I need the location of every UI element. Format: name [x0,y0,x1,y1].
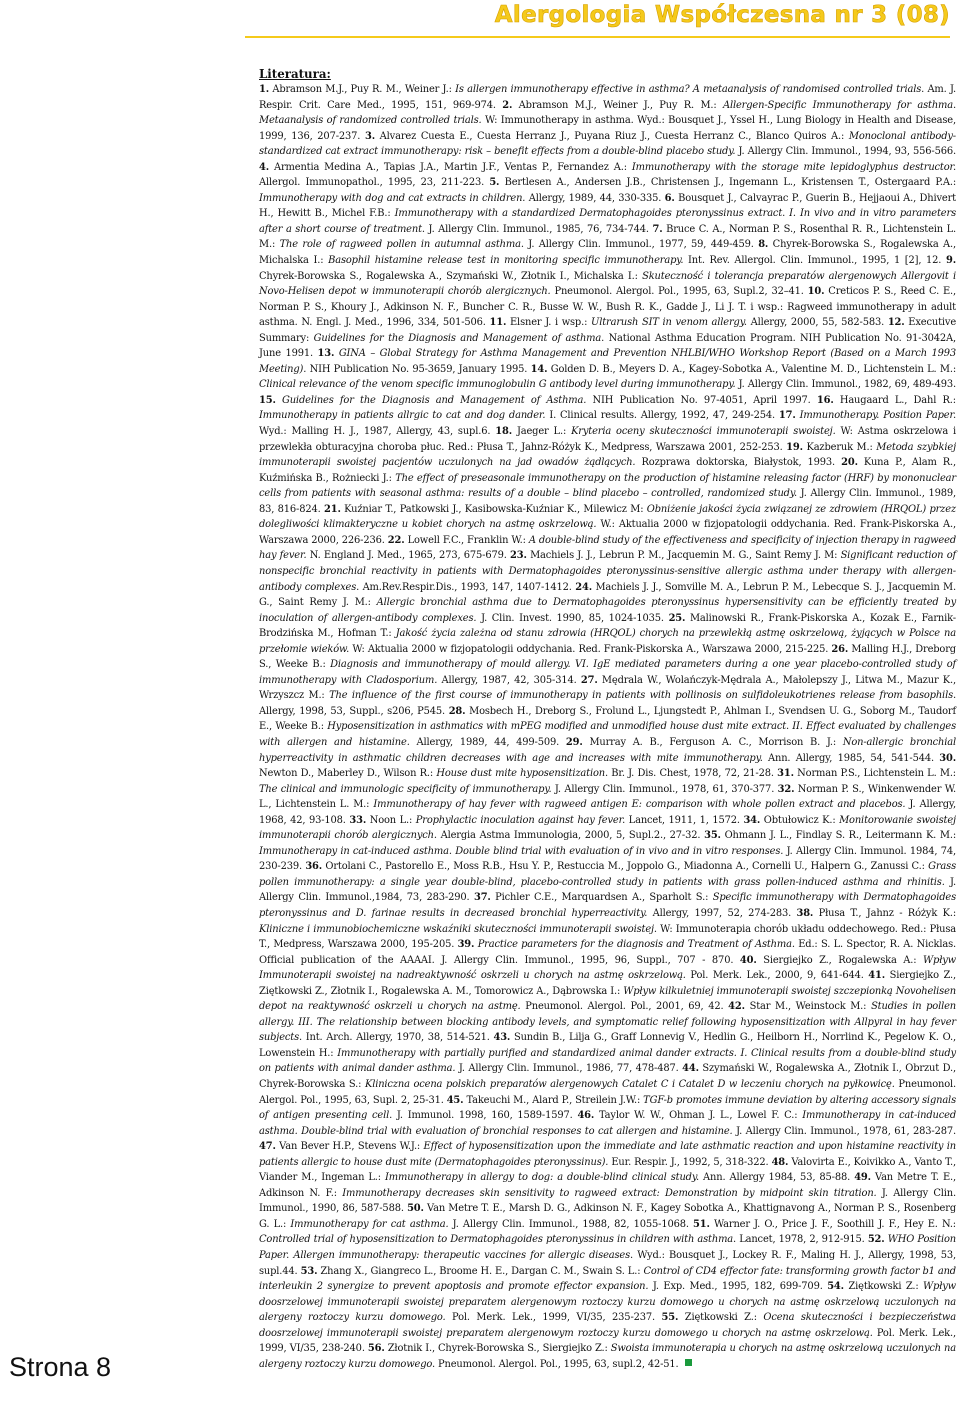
reference-number: 12. [887,317,905,329]
reference-source: Lancet, 1911, 1, 1572. [625,814,744,826]
reference-title: Kliniczna ocena polskich preparatów alergenowych Catalet C i Catalet D w leczeniu chorych na pyłkowicę. [364,1079,895,1090]
reference-source: W: Immunoterapia chorób układu oddechowego. Red.: Płusa T., Medpress, Warszawa 2000, 195-205. [259,923,956,951]
reference-source: National Asthma Education Program. NIH Publication No. 91-3042A, June 1991. [259,332,956,360]
reference-title: Immunotherapy in cat-induced asthma. Double-blind trial with evaluation of bronchial responses to cat allergen and histamine. [259,1110,956,1137]
reference-number: 46. [577,1110,595,1122]
reference-source: W.: Aktualia 2000 w fizjopatologii oddychania. Red. Frank-Piskorska A., Warszawa 2000, 226-236. [259,519,956,546]
reference-source: J. Allergy Clin. Immunol., 1978, 61, 283-287. [732,1125,956,1137]
reference-title: Hyposensitization in asthmatics with mPEG modified and unmodified house dust mite extract. II. Effect evaluated by challenges with allergen and histamine. [259,721,956,748]
reference-source: J. Allergy Clin. Immunol. 1984, 74, 230-239. [259,845,956,873]
reference-source: J. Allergy, 1968, 42, 93-108. [259,799,957,826]
reference-authors: Złotnik I., Chyrek-Borowska S., Siergiejko Z.: [384,1343,611,1355]
reference-title: Diagnosis and immunotherapy of mould allergy. VI. IgE mediated parameters during a one year placebo-controlled study of immunotherapy with Cladosporium. [259,659,956,686]
reference-authors: Bruce C. A., Norman P. S., Rosenthal R. R., Lichtenstein L. M.: [259,223,956,251]
reference-source: J. Allergy Clin. Immunol., 1986, 77, 478-487. [455,1063,683,1075]
reference-title: Ocena skuteczności i bezpieczeństwa doosrzelowej immunoterapii swoistej preparatem alergenowym roztoczy kurzu domowego u chorych na astmę oskrzelową. [259,1312,956,1339]
reference-title: Allergen-Specific Immunotherapy for asthma. Metaanalysis of randomized controlled trials. [259,99,956,127]
reference-number: 50. [407,1203,424,1215]
reference-title: Metoda szybkiej immunoterapii swoistej pacjentów uczulonych na jad owadów żądlących. [259,441,956,469]
reference-authors: Malinowski R., Frank-Piskorska A., Kozak E., Farnik-Brodzińska M., Hofman T.: [259,612,956,640]
reference-authors: Chyrek-Borowska S., Rogalewska A., Szymański W., Złotnik I., Michalska I.: [259,270,643,282]
reference-title: House dust mite hyposensitization. [436,768,608,780]
reference-authors: Mosbech H., Dreborg S., Frolund L., Ljungstedt P., Ahlman I., Svendsen U. G., Soborg M., Taudorf E., Weeke B.: [259,705,956,733]
reference-number: 35. [704,830,721,842]
reference-authors: Jaeger L.: [512,426,572,438]
reference-source: Am.Rev.Respir.Dis., 1993, 147, 1407-1412. [359,581,576,593]
reference-source: Allergy, 1987, 42, 305-314. [437,674,581,686]
reference-title: Prophylactic inoculation against hay fever. [415,814,626,826]
reference-source: J. Exp. Med., 1995, 182, 699-709. [648,1281,828,1293]
reference-number: 42. [728,1001,745,1013]
reference-number: 33. [349,814,367,826]
reference-authors: Bousquet J., Calvayrac P., Guerin B., Hejjaoui A., Dhivert H., Hewitt B., Michel F.B.: [259,192,956,220]
reference-number: 56. [367,1343,385,1355]
reference-title: Guidelines for the Diagnosis and Management of Asthma. [281,394,587,406]
reference-authors: Szymański W., Rogalewska A., Złotnik I., Obrzut D., Chyrek-Borowska S.: [259,1063,956,1090]
reference-source: Allergol. Immunopathol., 1995, 23, 211-223. [259,177,490,189]
reference-number: 30. [939,752,956,764]
reference-authors: Van Bever H.P., Stevens W.J.: [275,1141,424,1153]
reference-source: Eur. Respir. J., 1992, 5, 318-322. [608,1156,772,1168]
reference-source: J. Clin. Invest. 1990, 85, 1024-1035. [476,612,669,624]
reference-source: Pneumonol. Alergol. Pol., 2001, 69, 42. [520,1001,729,1013]
reference-source: J. Immunol. 1998, 160, 1589-1597. [392,1110,578,1122]
reference-title: Kliniczne i immunobiochemiczne wskaźniki skuteczności immunoterapii swoistej. [259,923,657,935]
reference-title: Clinical relevance of the venom specific immunoglobulin G antibody level during immunotherapy. [259,379,736,391]
reference-number: 13. [317,348,335,360]
reference-number: 24. [575,581,592,593]
reference-source: Ed.: S. L. Spector, R. A. Nicklas. Official publication of the AAAAI. J. Allergy Clin. Immunol., 1995, 96, Suppl., 707 - 870. [259,939,957,966]
reference-title: Wpływ kilkuletniej immunoterapii swoistej szczepionką Novohelisen depot na reaktywność oskrzeli u chorych na astmę. [259,985,956,1013]
reference-title: Effect of hyposensitization upon the immediate and late asthmatic reaction and upon histamine reactivity in patients allergic to house dust mite (Dermatophagoides pteronyssinus). [259,1141,956,1168]
reference-source: Am. J. Respir. Crit. Care Med., 1995, 151, 969-974. [259,84,956,111]
reference-title: Significant reduction of nonspecific bronchial reactivity in patients with Dermatophagoides pteronyssinus-sensitive allergic asthma under therapy with allergen-antibody complexes. [259,550,956,593]
reference-number: 6. [664,192,675,204]
reference-number: 31. [777,768,794,780]
reference-item [259,395,817,406]
reference-authors: Malling H.J., Dreborg S., Weeke B.: [259,643,956,671]
reference-source: NIH Publication No. 95-3659, January 1995. [306,363,531,375]
left-margin [0,50,235,1402]
reference-number: 48. [771,1156,789,1168]
reference-number: 55. [661,1312,679,1324]
reference-title: Practice parameters for the diagnosis and Treatment of Asthma. [477,939,795,951]
reference-title: Allergic bronchial asthma due to Dermatophagoides pteronyssinus hypersensitivity can be efficiently treated by inoculation of allergen-antibody complexes. [259,597,956,624]
reference-title: Immunotherapy decreases skin sensitivity to ragweed extract: Demonstration by midpoint skin titration. [342,1187,877,1199]
reference-title: Non-allergic bronchial hyperreactivity in asthmatic children decreases with age and increases with mite immunotherapy. [259,736,957,764]
reference-source: Ann. Allergy, 1985, 54, 541-544. [762,752,940,764]
reference-authors: Golden D. B., Meyers D. A., Kagey-Sobotka A., Valentine M. D., Lichtenstein L. M.: [547,363,957,375]
literature-heading: Literatura: [259,67,331,81]
reference-authors: Haugaard L., Dahl R.: [833,394,956,406]
reference-source: Wyd.: Malling H. J., 1987, Allergy, 43, supl.6. [259,426,496,438]
reference-authors: Kuźniar T., Patkowski J., Kasibowska-Kuźniar K., Milewicz M: [340,503,647,515]
reference-title: Immunotherapy. Position Paper. [799,410,956,422]
reference-title: Monoclonal antibody-standardized cat extract immunotherapy: risk – benefit effects from a double-blind placebo study. [259,130,956,158]
reference-source: J. Allergy Clin. Immunol., 1977, 59, 449-459. [523,239,759,251]
reference-authors: Abramson M.J., Puy R. M., Weiner J.: [269,84,456,95]
reference-authors: Pichler C.E., Marquardsen A., Sparholt S.: [490,892,713,904]
reference-source: J. Allergy Clin. Immunol.,1984, 73, 283-290. [259,876,956,904]
reference-title: Jakość życia zależna od stanu zdrowia (HRQOL) chorych na przewlekłą astmę oskrzelową, żyjących w Polsce na przełomie wieków. [259,628,956,655]
reference-source: Pol. Merk. Lek., 1999, VI/35, 235-237. [445,1312,662,1324]
reference-number: 17. [778,410,796,422]
reference-authors: Mędrala W., Wolańczyk-Mędrala A., Małolepszy J., Litwa M., Mazur K., Wrzyszcz M.: [259,674,957,702]
reference-source: Rozprawa doktorska, Białystok, 1993. [635,457,842,469]
reference-source: Alergia Astma Immunologia, 2000, 5, Supl.2., 27-32. [436,830,705,842]
reference-source: I. Clinical results. Allergy, 1992, 47, 249-254. [545,410,779,422]
reference-number: 2. [502,99,513,111]
reference-authors: Murray A. B., Ferguson A. C., Morrison B. J.: [582,736,843,748]
literature-section [259,67,956,1372]
reference-title: Skuteczność i tolerancja preparatów alergenowych Allergovit i Novo-Helisen depot w immunoterapii chorób alergicznych. [259,270,956,298]
reference-source: Allergy, 2000, 55, 582-583. [746,317,888,329]
reference-source: Pneumonol. Alergol. Pol., 1995, 63, Supl. 2, 25-31. [259,1079,956,1106]
reference-title: The influence of the first course of immunotherapy in patients with pollinosis on sulfidoleukotrienes release from basophils. [329,690,956,702]
reference-authors: Valovirta E., Koivikko A., Vanto T., Viander M., Ingeman L.: [259,1156,957,1184]
reference-title: Ultrarush SIT in venom allergy. [591,317,747,329]
end-of-article-mark [685,1359,692,1366]
reference-authors: Obtułowicz K.: [760,814,840,826]
reference-number: 53. [300,1265,318,1277]
reference-authors: Takeuchi M., Alard P., Streilein J.W.: [463,1094,644,1106]
reference-authors: Abramson M.J., Weiner J., Puy R. M.: [512,99,723,111]
reference-authors: Executive Summary: [259,317,957,344]
reference-source: N. England J. Med., 1965, 273, 675-679. [306,550,511,562]
reference-authors: Ziętkowski Z.: [678,1312,764,1324]
reference-authors: Siergiejko Z., Rogalewska A.: [756,954,924,966]
reference-title: The effect of preseasonale immunotherapy on the production of histamine releasing factor (HRF) by mononuclear cells from patients with seasonal asthma: results of a double – blind placebo – controlled, randomized study. [259,472,956,500]
reference-number: 39. [457,939,475,951]
reference-number: 37. [473,892,491,904]
reference-title: The clinical and immunologic specificity of immunotherapy. [259,783,552,795]
journal-title: Alergologia Współczesna nr 3 (08) [494,2,950,28]
reference-number: 4. [259,161,270,173]
reference-authors: Noon L.: [366,814,416,826]
reference-number: 1. [259,84,270,95]
reference-title: Basophil histamine release test in monitoring specific immunotherapy. [328,255,684,267]
reference-authors: Van Metre T. E., Marsh D. G., Adkinson N. F., Kagey Sobotka A., Khattignavong A., Norman P. S., Rosenberg G. L.: [259,1203,956,1230]
reference-title: Controlled trial of hyposensitization to Dermatophagoides pteronyssinus in children with asthma. [259,1234,737,1246]
reference-authors: Lowell F.C., Franklin W.: [404,534,529,546]
reference-number: 28. [448,705,466,717]
reference-title: Guidelines for the Diagnosis and Management of asthma. [313,332,605,344]
reference-authors: Van Metre T. E., Adkinson N. F.: [259,1172,957,1199]
reference-number: 54. [827,1281,844,1293]
reference-source: J. Allergy Clin. Immunol., 1994, 93, 556-566. [735,146,956,158]
reference-title: Immunotherapy with partially purified and standardized animal dander extracts. I. Clinical results from a double-blind study on patients with animal dander asthma. [259,1047,956,1075]
reference-title: GINA – Global Strategy for Asthma Management and Prevention NHLBI/WHO Workshop Report (Based on a March 1993 Meeting). [259,348,956,375]
reference-number: 34. [743,814,761,826]
reference-number: 8. [758,239,769,251]
header-rule [245,36,950,38]
reference-authors: Machiels J. J., Lebrun P. M., Jacquemin M. G., Saint Remy J. M: [526,550,841,562]
reference-authors: Kazberuk M.: [802,441,877,453]
reference-number: 10. [807,286,825,298]
reference-authors: Ohmann J. L., Findlay S. R., Leitermann K. M.: [720,830,957,842]
reference-title: The role of ragweed pollen in autumnal asthma. [279,239,524,251]
reference-number: 9. [945,255,956,267]
reference-number: 52. [867,1234,885,1246]
reference-number: 21. [324,503,341,515]
reference-number: 40. [739,954,757,966]
reference-authors: Sundin B., Lilja G., Graff Lonnevig V., Hedlin G., Heilborn H., Norrlind K., Pegelow K. O., Lowenstein H.: [259,1032,956,1059]
reference-source: Pol. Merk. Lek., 2000, 9, 641-644. [685,970,869,982]
reference-list [259,82,956,1372]
reference-source: J. Allergy Clin. Immunol., 1989, 83, 816-824. [259,488,957,515]
reference-title: Swoista immunoterapia u chorych na astmę oskrzelową uczulonych na alergeny roztoczy kurzu domowego. [259,1343,956,1370]
reference-number: 14. [530,363,548,375]
reference-title: WHO Position Paper. Allergen immunotherapy: therapeutic vaccines for allergic diseases. [259,1234,957,1262]
reference-source: W: Astma oskrzelowa i przewlekła obturacyjna choroba płuc. Red.: Płusa T., Jahnz-Różyk K., Medpress, Warszawa 2001, 252-253. [259,426,956,453]
reference-authors: Zhang X., Giangreco L., Broome H. E., Dargan C. M., Swain S. L.: [317,1265,644,1277]
reference-number: 47. [259,1141,276,1153]
reference-number: 43. [493,1032,511,1044]
reference-title: Immunotherapy in cat-induced asthma. Double blind trial with evaluation of in vivo and in vitro responses. [259,845,784,857]
reference-source: Int. Arch. Allergy, 1970, 38, 514-521. [302,1032,494,1044]
reference-source: Allergy, 1997, 52, 274-283. [647,907,797,919]
reference-number: 15. [259,394,276,406]
reference-source: Lancet, 1978, 2, 912-915. [736,1234,868,1246]
reference-item [490,317,888,328]
reference-authors: Ziętkowski Z.: [843,1281,924,1293]
reference-source: W: Aktualia 2000 w fizjopatologii oddychania. Red. Frank-Piskorska A., Warszawa 2000, 215-225. [349,643,832,655]
reference-title: Monitorowanie swoistej immunoterapii chorób alergicznych. [259,814,956,842]
reference-authors: Bertlesen A., Andersen J.B., Christensen J., Ingemann L., Kristensen T., Ostergaard P.A.: [499,177,956,189]
reference-title: A double-blind study of the effectiveness and specificity of injection therapy in ragweed hay fever. [259,534,956,562]
reference-number: 19. [786,441,803,453]
reference-title: Control of CD4 effector fate: transforming growth factor b1 and interleukin 2 synergize to prevent apoptosis and promote effector expansion. [259,1265,956,1293]
reference-title: Kryteria oceny skuteczności immunoterapii swoistej. [571,426,836,438]
reference-number: 41. [868,970,886,982]
reference-title: Immunotherapy with the storage mite lepidoglyphus destructor. [631,161,956,173]
reference-source: Pol. Merk. Lek., 1999, VI/35, 238-240. [259,1327,956,1355]
reference-source: Pneumonol. Alergol. Pol., 1995, 63, supl.2, 42-51. [435,1358,679,1370]
reference-title: Obniżenie jakości życia związanej ze zdrowiem (HRQOL) przez dolegliwości klimakteryczne u kobiet chorych na astmę oskrzelową. [259,503,956,531]
reference-title: Wpływ Immunoterapii swoistej na nadreaktywność oskrzeli u chorych na astmę oskrzelową. [259,954,956,982]
reference-number: 22. [387,534,405,546]
reference-title: Immunotherapy with a standardized Dermatophagoides pteronyssinus extract. I. In vivo and in vitro parameters after a short course of treatment. [259,208,956,235]
reference-item [349,815,743,826]
reference-number: 18. [495,426,513,438]
reference-authors: Elsner J. i wsp.: [506,317,592,329]
reference-source: Pneumonol. Alergol. Pol., 1995, 63, Supl.2, 32–41. [550,286,808,298]
reference-authors: Kuna P., Alam R., Kuźmińska B., Rożniecki J.: [259,457,956,484]
reference-number: 5. [489,177,500,189]
reference-title: Immunotherapy in allergy to dog: a double-blind clinical study. [385,1172,699,1184]
reference-authors: Taylor W. W., Ohman J. L., Lowel F. C.: [594,1110,803,1122]
reference-source: Int. Rev. Allergol. Clin. Immunol., 1995, 1 [2], 12. [683,255,946,267]
page-header [0,0,960,44]
reference-source: Allergy, 1989, 44, 330-335. [525,192,665,204]
reference-source: J. Allergy Clin. Immunol., 1985, 76, 734-744. [424,223,653,235]
reference-authors: Star M., Weinstock M.: [744,1001,872,1013]
reference-number: 49. [854,1172,871,1184]
reference-authors: Warner J. O., Price J. F., Soothill J. F., Hey E. N.: [709,1218,956,1230]
reference-number: 51. [693,1218,710,1230]
reference-source: J. Allergy Clin. Immunol., 1988, 82, 1055-1068. [448,1218,694,1230]
reference-source: J. Allergy Clin. Immunol., 1982, 69, 489-493. [735,379,956,391]
reference-source: W: Immunotherapy in asthma. Wyd.: Bousquet J., Yssel H., Lung Biology in Health and Disease, 1999, 136, 207-237. [259,115,956,142]
reference-authors: Creticos P. S., Reed C. E., Norman P. S., Khoury J., Adkinson N. F., Buncher C. R., Busse W. W., Bush R. K., Gadde J., Li J. T. i wsp.: Ragweed immunotherapy in adult asthma. N. Engl. J. Med., 1996, 334, 501-506. [259,286,957,329]
reference-number: 20. [841,457,858,469]
reference-number: 26. [831,643,849,655]
reference-source: NIH Publication No. 97-4051, April 1997. [586,394,817,406]
reference-number: 36. [305,861,323,873]
reference-authors: Machiels J. J., Somville M. A., Lebrun P. M., Lebecque S. J., Jacquemin M. G., Saint Remy J. M.: [259,581,956,609]
reference-number: 11. [489,317,507,329]
reference-title: Specific immunotherapy with Dermatophagoides pteronyssinus and D. farinae results in decreased bronchial hyperreactivity. [259,892,956,919]
reference-authors: Alvarez Cuesta E., Cuesta Herranz J., Puyana Riuz J., Cuesta Herranz C., Blanco Quiros A.: [374,130,849,142]
reference-title: TGF-b promotes immune deviation by altering accessory signals of antigen presenting cell. [259,1094,956,1122]
reference-title: Grass pollen immunotherapy: a single year double-blind, placebo-controlled study in patients with grass pollen-induced asthma and rhinitis. [259,861,956,888]
reference-authors: Siergiejko Z., Ziętkowski Z., Złotnik I., Rogalewska A. M., Tomorowicz A., Dąbrowska I.: [259,970,957,997]
reference-source: Allergy, 1998, 53, Suppl., s206, P545. [259,705,449,717]
reference-title: Wpływ doosrzelowej immunoterapii swoistej preparatem alergenowym roztoczy kurzu domowego u chorych na astmę oskrzelową uczulonych na alergeny roztoczy kurzu domowego. [259,1281,956,1324]
reference-source: Wyd.: Bousquet J., Lockey R. F., Maling H. J., Allergy, 1998, 53, supl.44. [259,1250,956,1277]
reference-number: 45. [446,1094,464,1106]
reference-number: 32. [777,783,795,795]
reference-number: 23. [510,550,527,562]
reference-number: 38. [796,907,814,919]
reference-source: J. Allergy Clin. Immunol., 1990, 86, 587-588. [259,1187,956,1215]
reference-source: J. Allergy Clin. Immunol., 1978, 61, 370-377. [551,783,778,795]
reference-title: Immunotherapy with dog and cat extracts in children. [259,192,526,204]
reference-authors: Norman P.S., Lichtenstein L. M.: [793,768,956,780]
reference-authors: Armentia Medina A., Tapias J.A., Martin J.F., Ventas P., Fernandez A.: [269,161,632,173]
reference-authors: Newton D., Maberley D., Wilson R.: [259,768,437,780]
reference-number: 25. [668,612,686,624]
reference-authors: Chyrek-Borowska S., Rogalewska A., Michalska I.: [259,239,956,267]
reference-title: Immunotherapy in patients allrgic to cat and dog dander. [259,410,546,422]
reference-authors: Ortolani C., Pastorello E., Moss R.B., Hsu Y. P., Restuccia M., Joppolo G., Miadonna A., Cornelli U., Halpern G., Zanussi C.: [322,861,929,873]
reference-authors: Norman P. S., Winkenwender W. L., Lichtenstein L. M.: [259,783,956,811]
reference-number: 16. [816,394,834,406]
reference-title: Is allergen immunotherapy effective in asthma? A metaanalysis of randomised controlled trials. [455,84,925,95]
reference-number: 7. [652,223,663,235]
reference-number: 27. [580,674,598,686]
reference-source: Br. J. Dis. Chest, 1978, 72, 21-28. [607,768,778,780]
reference-title: Studies in pollen allergy. III. The relationship between blocking antibody levels, and symptomatic relief following hyposensitization with Allpyral in hay fever subjects. [259,1001,956,1044]
reference-number: 29. [565,736,583,748]
reference-number: 3. [364,130,375,142]
page-number-label: Strona 8 [9,1352,112,1382]
reference-source: Ann. Allergy 1984, 53, 85-88. [698,1172,855,1184]
reference-title: Immunotherapy for cat asthma. [290,1218,449,1230]
reference-authors: Płusa T., Jahnz - Różyk K.: [813,907,956,919]
reference-number: 44. [682,1063,699,1075]
reference-title: Immunotherapy of hay fever with ragweed antigen E: comparison with whole pollen extract and placebos. [373,799,906,811]
reference-source: Allergy, 1989, 44, 499-509. [409,736,566,748]
